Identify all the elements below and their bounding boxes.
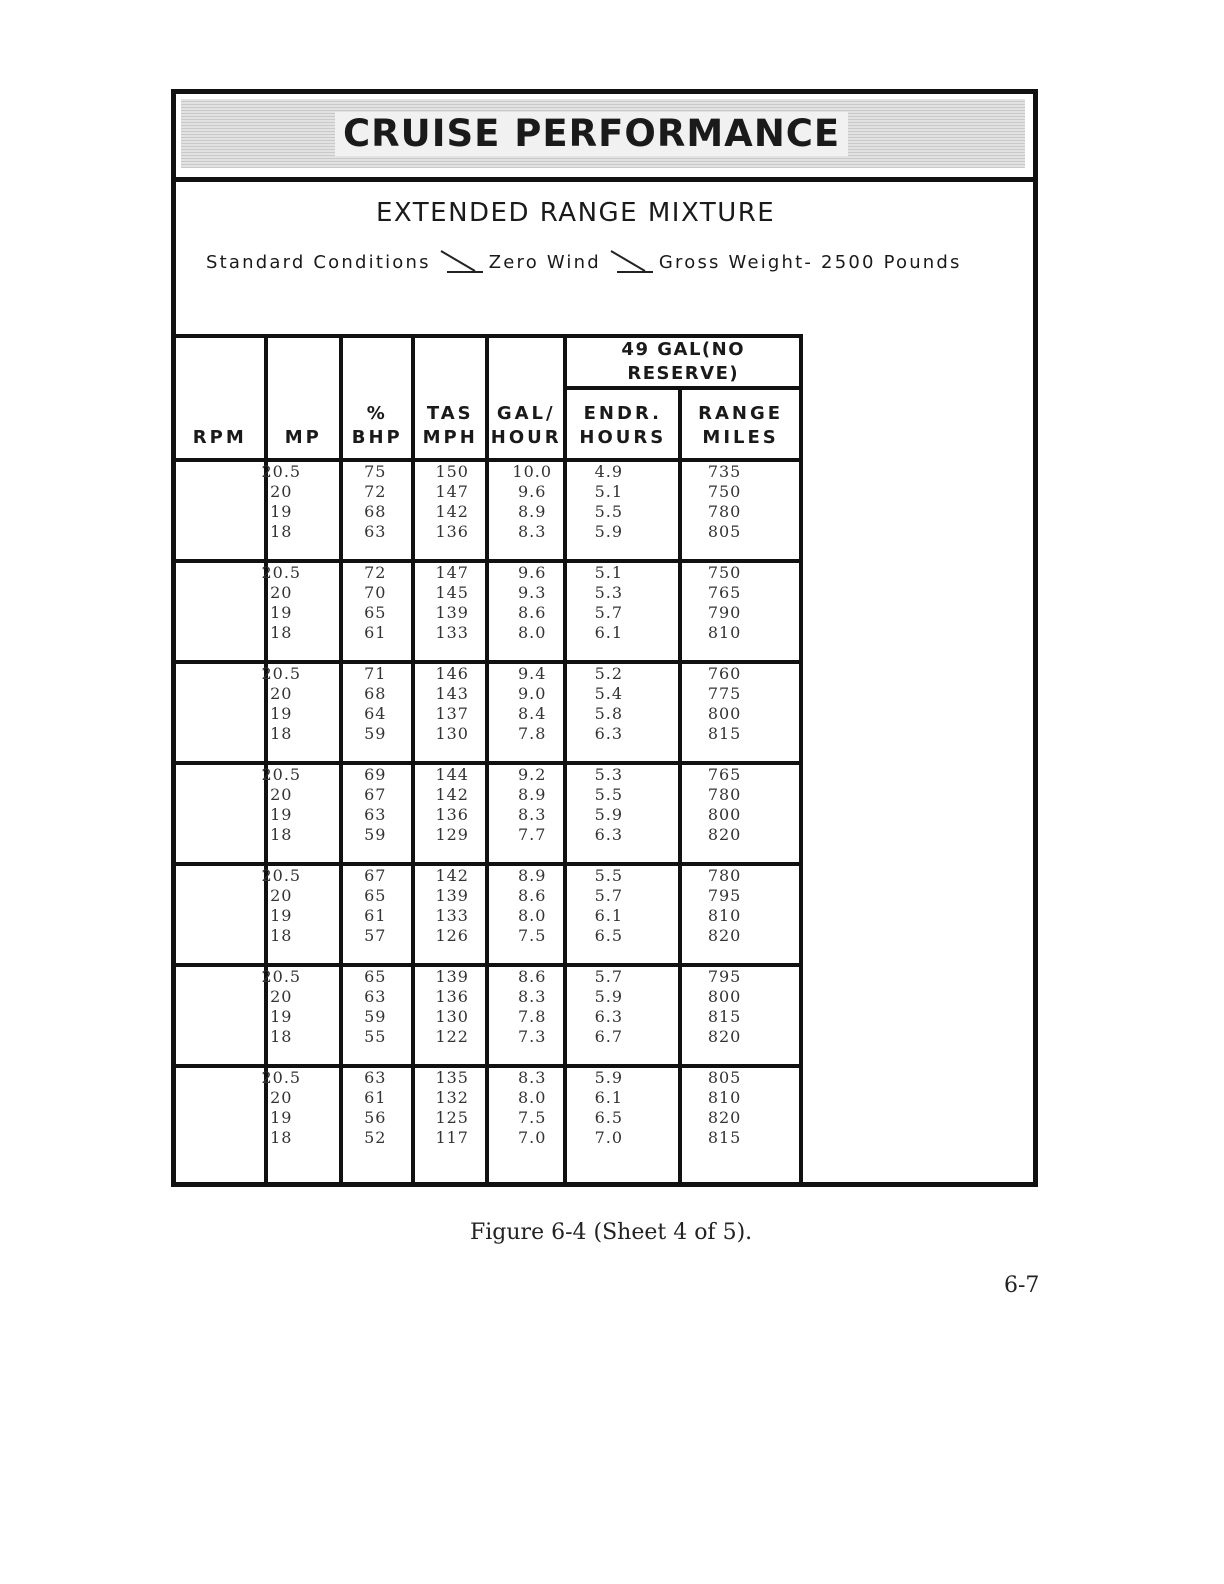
tas-value: 147 <box>435 563 469 582</box>
tas-cell <box>413 561 486 662</box>
bhp-cell <box>341 763 413 864</box>
bhp-value: 63 <box>364 805 387 824</box>
gal-value: 7.3 <box>517 1027 547 1046</box>
bhp-value: 59 <box>364 724 387 743</box>
gal-value: 8.9 <box>517 866 547 885</box>
range-value: 820 <box>707 825 742 844</box>
range-value: 805 <box>707 1068 742 1087</box>
tas-value: 136 <box>435 805 469 824</box>
col-header-rpm: RPM <box>176 336 266 460</box>
bhp-value: 72 <box>364 563 387 582</box>
col-header-range: RANGE MILES <box>680 388 801 460</box>
tas-value: 133 <box>435 623 469 642</box>
endr-value: 5.5 <box>594 785 624 804</box>
range-value: 765 <box>707 583 742 602</box>
gal-value: 8.0 <box>517 623 547 642</box>
gal-value: 9.6 <box>517 482 547 501</box>
tas-cell <box>413 763 486 864</box>
gal-value: 7.5 <box>517 926 547 945</box>
gal-value: 8.3 <box>517 522 547 541</box>
mp-value: 19 <box>270 603 293 622</box>
page-number: 6-7 <box>1004 1273 1040 1298</box>
bhp-value: 72 <box>364 482 387 501</box>
bhp-value: 52 <box>364 1128 387 1147</box>
mp-value: 19 <box>270 1108 293 1127</box>
endr-cell <box>565 864 680 965</box>
gal-value: 8.4 <box>517 704 547 723</box>
gal-value: 9.3 <box>517 583 547 602</box>
tas-value: 136 <box>435 987 469 1006</box>
range-value: 775 <box>707 684 742 703</box>
tas-value: 139 <box>435 886 469 905</box>
endr-value: 6.5 <box>594 1108 624 1127</box>
endr-value: 5.8 <box>594 704 624 723</box>
mp-value: 18 <box>270 1128 293 1147</box>
range-value: 805 <box>707 522 742 541</box>
col-header-mp: MP <box>266 336 341 460</box>
range-cell <box>680 965 801 1066</box>
col-header-gal: GAL/ HOUR <box>487 336 566 460</box>
gal-value: 8.3 <box>517 805 547 824</box>
mp-value: 18 <box>270 623 293 642</box>
tas-value: 126 <box>435 926 469 945</box>
range-value: 815 <box>707 1007 742 1026</box>
endr-value: 5.2 <box>594 664 624 683</box>
table-row-group <box>176 1066 801 1186</box>
mp-value: 19 <box>270 502 293 521</box>
tas-cell <box>413 460 486 561</box>
tas-cell <box>413 965 486 1066</box>
table-row-group <box>176 460 801 561</box>
gal-value: 10.0 <box>512 462 553 481</box>
mp-cell <box>261 460 341 561</box>
col-header-endr: ENDR. HOURS <box>565 388 680 460</box>
bhp-cell <box>341 460 413 561</box>
range-value: 820 <box>707 1027 742 1046</box>
endr-value: 6.1 <box>594 623 624 642</box>
endr-value: 6.5 <box>594 926 624 945</box>
mp-value: 20 <box>270 987 293 1006</box>
bhp-value: 65 <box>364 967 387 986</box>
gal-value: 8.3 <box>517 987 547 1006</box>
table-row-group <box>176 965 801 1066</box>
gal-value: 8.6 <box>517 886 547 905</box>
endr-value: 5.7 <box>594 603 624 622</box>
endr-cell <box>565 561 680 662</box>
bhp-value: 61 <box>364 1088 387 1107</box>
mp-cell <box>261 864 341 965</box>
bhp-value: 59 <box>364 825 387 844</box>
endr-value: 5.4 <box>594 684 624 703</box>
bhp-value: 57 <box>364 926 387 945</box>
range-cell <box>680 864 801 965</box>
performance-table <box>176 334 803 1186</box>
mp-value: 18 <box>270 1027 293 1046</box>
endr-value: 5.9 <box>594 987 624 1006</box>
mp-value: 20.5 <box>261 664 302 683</box>
range-value: 750 <box>707 563 742 582</box>
endr-value: 5.5 <box>594 502 624 521</box>
tas-value: 117 <box>435 1128 469 1147</box>
range-cell <box>680 561 801 662</box>
figure-caption: Figure 6-4 (Sheet 4 of 5). <box>470 1220 753 1245</box>
mp-cell <box>261 965 341 1066</box>
endr-cell <box>565 662 680 763</box>
gal-value: 9.0 <box>517 684 547 703</box>
tas-value: 150 <box>435 462 469 481</box>
mp-value: 20 <box>270 785 293 804</box>
tas-value: 143 <box>435 684 469 703</box>
table-row-group <box>176 763 801 864</box>
mp-value: 19 <box>270 704 293 723</box>
mp-value: 20 <box>270 886 293 905</box>
endr-value: 6.1 <box>594 906 624 925</box>
tas-value: 132 <box>435 1088 469 1107</box>
gal-value: 7.0 <box>517 1128 547 1147</box>
bhp-value: 67 <box>364 785 387 804</box>
table-row-group <box>176 864 801 965</box>
gal-value: 8.0 <box>517 906 547 925</box>
diagonal-separator-icon <box>435 247 485 277</box>
gal-value: 9.6 <box>517 563 547 582</box>
tas-value: 146 <box>435 664 469 683</box>
range-value: 810 <box>707 623 742 642</box>
bhp-cell <box>341 1066 413 1186</box>
endr-value: 5.9 <box>594 805 624 824</box>
endr-value: 4.9 <box>594 462 624 481</box>
endr-value: 5.9 <box>594 522 624 541</box>
bhp-value: 61 <box>364 906 387 925</box>
range-value: 820 <box>707 1108 742 1127</box>
range-value: 735 <box>707 462 742 481</box>
table-row-group <box>176 662 801 763</box>
conditions-line <box>206 242 962 282</box>
endr-cell <box>565 763 680 864</box>
condition-weight: Gross Weight- 2500 Pounds <box>658 251 962 273</box>
mp-value: 18 <box>270 522 293 541</box>
bhp-cell <box>341 561 413 662</box>
mp-value: 20.5 <box>261 765 302 784</box>
bhp-value: 68 <box>364 502 387 521</box>
range-value: 790 <box>707 603 742 622</box>
bhp-value: 63 <box>364 1068 387 1087</box>
bhp-cell <box>341 965 413 1066</box>
bhp-value: 71 <box>364 664 387 683</box>
endr-value: 7.0 <box>594 1128 624 1147</box>
mp-cell <box>261 662 341 763</box>
bhp-value: 64 <box>364 704 387 723</box>
tas-value: 129 <box>435 825 469 844</box>
col-header-bhp: % BHP <box>341 336 413 460</box>
gal-value: 8.0 <box>517 1088 547 1107</box>
bhp-value: 75 <box>364 462 387 481</box>
bhp-value: 55 <box>364 1027 387 1046</box>
tas-value: 137 <box>435 704 469 723</box>
mp-value: 20 <box>270 684 293 703</box>
mp-value: 18 <box>270 724 293 743</box>
range-value: 795 <box>707 967 742 986</box>
range-value: 780 <box>707 866 742 885</box>
gal-value: 8.6 <box>517 967 547 986</box>
tas-value: 139 <box>435 603 469 622</box>
range-value: 800 <box>707 704 742 723</box>
range-value: 760 <box>707 664 742 683</box>
endr-value: 6.3 <box>594 724 624 743</box>
gal-value: 7.8 <box>517 1007 547 1026</box>
range-value: 765 <box>707 765 742 784</box>
bhp-value: 63 <box>364 987 387 1006</box>
tas-cell <box>413 1066 486 1186</box>
bhp-value: 67 <box>364 866 387 885</box>
tas-value: 144 <box>435 765 469 784</box>
bhp-cell <box>341 864 413 965</box>
bhp-value: 65 <box>364 886 387 905</box>
tas-value: 136 <box>435 522 469 541</box>
mp-value: 20.5 <box>261 967 302 986</box>
gal-value: 8.6 <box>517 603 547 622</box>
gal-value: 8.3 <box>517 1068 547 1087</box>
condition-standard: Standard Conditions <box>206 251 431 273</box>
endr-value: 6.1 <box>594 1088 624 1107</box>
range-cell <box>680 662 801 763</box>
mp-cell <box>261 1066 341 1186</box>
condition-wind: Zero Wind <box>488 251 601 273</box>
mp-value: 20.5 <box>261 462 302 481</box>
endr-value: 5.9 <box>594 1068 624 1087</box>
range-cell <box>680 1066 801 1186</box>
bhp-value: 69 <box>364 765 387 784</box>
endr-value: 5.7 <box>594 886 624 905</box>
cruise-performance-chart <box>171 89 1038 1187</box>
tas-cell <box>413 662 486 763</box>
mp-value: 20.5 <box>261 866 302 885</box>
table-body <box>176 460 801 1186</box>
diagonal-separator-icon <box>605 247 655 277</box>
mp-value: 19 <box>270 805 293 824</box>
title-band <box>176 94 1033 182</box>
tas-value: 139 <box>435 967 469 986</box>
mp-value: 20 <box>270 583 293 602</box>
endr-value: 6.3 <box>594 1007 624 1026</box>
tas-cell <box>413 864 486 965</box>
performance-table-wrap <box>176 334 803 1187</box>
gal-value: 7.8 <box>517 724 547 743</box>
mp-cell <box>261 763 341 864</box>
bhp-cell <box>341 662 413 763</box>
endr-value: 5.3 <box>594 583 624 602</box>
tas-value: 142 <box>435 785 469 804</box>
endr-value: 5.1 <box>594 563 624 582</box>
subtitle: EXTENDED RANGE MIXTURE <box>376 198 776 228</box>
range-value: 795 <box>707 886 742 905</box>
mp-value: 20 <box>270 1088 293 1107</box>
gal-value: 8.9 <box>517 785 547 804</box>
tas-value: 147 <box>435 482 469 501</box>
gal-value: 8.9 <box>517 502 547 521</box>
mp-value: 18 <box>270 926 293 945</box>
mp-value: 20.5 <box>261 1068 302 1087</box>
mp-value: 18 <box>270 825 293 844</box>
bhp-value: 70 <box>364 583 387 602</box>
range-cell <box>680 460 801 561</box>
range-value: 800 <box>707 987 742 1006</box>
gal-value: 9.2 <box>517 765 547 784</box>
tas-value: 122 <box>435 1027 469 1046</box>
range-cell <box>680 763 801 864</box>
tas-value: 133 <box>435 906 469 925</box>
range-value: 750 <box>707 482 742 501</box>
endr-value: 6.3 <box>594 825 624 844</box>
mp-value: 20 <box>270 482 293 501</box>
endr-value: 6.7 <box>594 1027 624 1046</box>
endr-cell <box>565 965 680 1066</box>
gal-value: 9.4 <box>517 664 547 683</box>
range-value: 810 <box>707 906 742 925</box>
table-row-group <box>176 561 801 662</box>
endr-cell <box>565 460 680 561</box>
bhp-value: 59 <box>364 1007 387 1026</box>
mp-value: 19 <box>270 906 293 925</box>
endr-value: 5.1 <box>594 482 624 501</box>
tas-value: 130 <box>435 724 469 743</box>
range-value: 820 <box>707 926 742 945</box>
range-value: 800 <box>707 805 742 824</box>
range-value: 815 <box>707 1128 742 1147</box>
reserve-header: 49 GAL(NO RESERVE) <box>565 336 801 388</box>
bhp-value: 68 <box>364 684 387 703</box>
tas-value: 142 <box>435 502 469 521</box>
range-value: 815 <box>707 724 742 743</box>
col-header-tas: TAS MPH <box>413 336 486 460</box>
range-value: 780 <box>707 502 742 521</box>
endr-value: 5.7 <box>594 967 624 986</box>
gal-value: 7.5 <box>517 1108 547 1127</box>
tas-value: 142 <box>435 866 469 885</box>
endr-value: 5.3 <box>594 765 624 784</box>
bhp-value: 61 <box>364 623 387 642</box>
mp-value: 19 <box>270 1007 293 1026</box>
page-title: CRUISE PERFORMANCE <box>335 112 848 156</box>
gal-value: 7.7 <box>517 825 547 844</box>
bhp-value: 63 <box>364 522 387 541</box>
bhp-value: 56 <box>364 1108 387 1127</box>
endr-cell <box>565 1066 680 1186</box>
range-value: 780 <box>707 785 742 804</box>
range-value: 810 <box>707 1088 742 1107</box>
tas-value: 130 <box>435 1007 469 1026</box>
mp-cell <box>261 561 341 662</box>
tas-value: 125 <box>435 1108 469 1127</box>
tas-value: 135 <box>435 1068 469 1087</box>
tas-value: 145 <box>435 583 469 602</box>
bhp-value: 65 <box>364 603 387 622</box>
endr-value: 5.5 <box>594 866 624 885</box>
mp-value: 20.5 <box>261 563 302 582</box>
